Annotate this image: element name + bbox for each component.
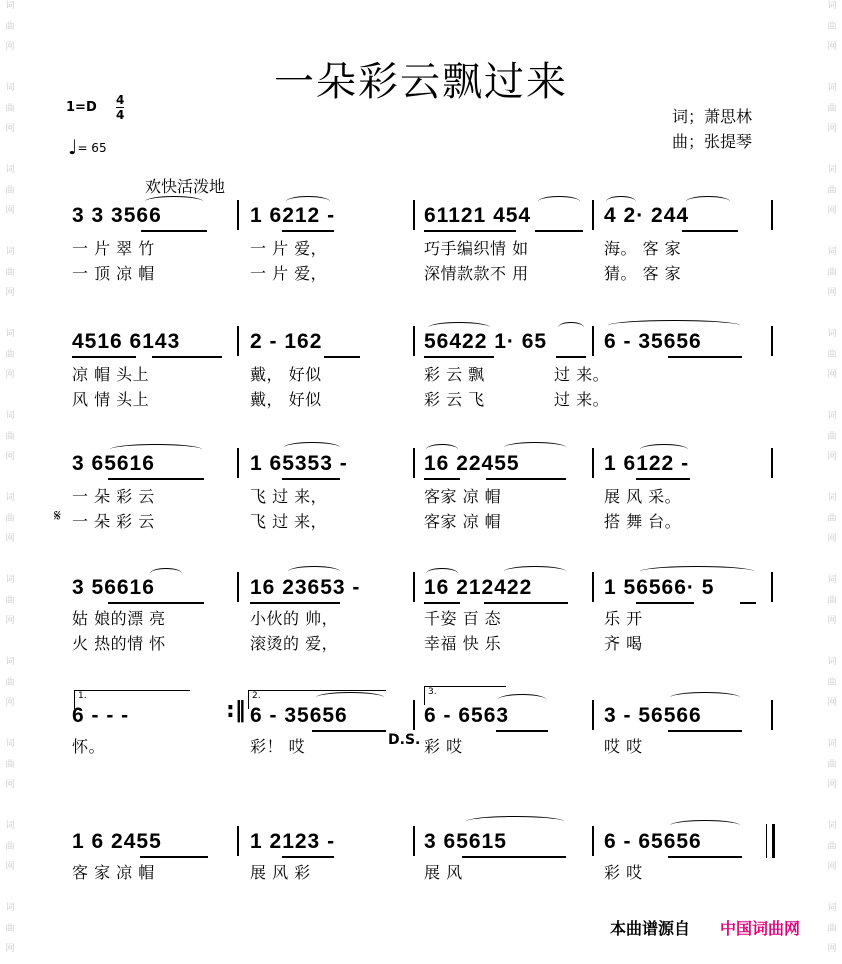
lyric-verse-1: 彩！ 哎 — [250, 737, 306, 756]
lyric-verse-2: 风 情 头上 — [72, 390, 150, 409]
lyric-verse-2: 深情款款不 用 — [424, 264, 529, 283]
beam — [108, 478, 204, 480]
slur — [538, 196, 580, 207]
measure: 1 6212 - — [250, 204, 336, 227]
repeat-end-icon: :‖ — [226, 698, 246, 723]
measure: 3 65616 — [72, 452, 155, 475]
lyric-verse-1: 千姿 百 态 — [424, 609, 502, 628]
lyric-verse-2: 飞 过 来， — [250, 512, 328, 531]
bar-line — [413, 826, 415, 856]
beam — [282, 230, 334, 232]
lyric-verse-1: 客 家 凉 帽 — [72, 863, 155, 882]
slur — [606, 196, 636, 207]
lyric-verse-2: 一 顶 凉 帽 — [72, 264, 155, 283]
bar-line — [592, 700, 594, 730]
measure: 1 6 2455 — [72, 830, 162, 853]
measure: 6 - 35656 — [604, 330, 702, 353]
beam — [140, 856, 208, 858]
lyric-verse-1: 哎 哎 — [604, 737, 643, 756]
bar-line — [413, 700, 415, 730]
measure: 16 23653 - — [250, 576, 361, 599]
beam — [668, 356, 742, 358]
slur — [426, 568, 458, 579]
beam — [108, 602, 204, 604]
bar-line — [592, 448, 594, 478]
beam — [668, 730, 742, 732]
beam — [152, 356, 222, 358]
slur — [288, 566, 340, 577]
measure: 56422 1· 65 — [424, 330, 548, 353]
measure: 1 6122 - — [604, 452, 690, 475]
lyric-verse-2: 搭 舞 台。 — [604, 512, 682, 531]
lyricist-credit: 词；萧思林 — [672, 107, 753, 126]
tempo-mark — [68, 135, 107, 159]
beam — [636, 602, 694, 604]
beam — [424, 602, 460, 604]
lyric-verse-2: 滚烫的 爱， — [250, 634, 339, 653]
measure: 3 56616 — [72, 576, 155, 599]
lyric-verse-1: 彩 哎 — [604, 863, 643, 882]
bar-line — [771, 326, 773, 356]
beam — [282, 856, 334, 858]
bar-line — [237, 448, 239, 478]
measure: 16 212422 — [424, 576, 533, 599]
lyric-verse-1: 怀。 — [72, 737, 106, 756]
beam — [312, 730, 386, 732]
measure: 3 - 56566 — [604, 704, 702, 727]
slur — [640, 566, 754, 577]
beam — [740, 602, 756, 604]
lyric-verse-1: 姑 娘的漂 亮 — [72, 609, 166, 628]
bar-line — [592, 326, 594, 356]
slur — [504, 566, 566, 577]
segno-icon: 𝄋 — [54, 506, 61, 525]
time-signature — [116, 93, 124, 122]
dal-segno-mark: D.S. — [388, 732, 421, 748]
measure: 16 22455 — [424, 452, 520, 475]
bar-line — [771, 700, 773, 730]
bar-line — [413, 448, 415, 478]
slur — [316, 692, 384, 703]
lyric-verse-2: 火 热的情 怀 — [72, 634, 166, 653]
lyric-verse-1: 飞 过 来， — [250, 487, 328, 506]
site-link[interactable]: 中国词曲网 — [720, 919, 801, 938]
slur — [284, 442, 340, 453]
beam — [496, 730, 548, 732]
lyric-verse-1: 戴， 好似 — [250, 365, 322, 384]
lyric-verse-2: 齐 喝 — [604, 634, 643, 653]
bar-line — [771, 200, 773, 230]
slur — [426, 444, 458, 455]
measure: 6 - 35656 — [250, 704, 348, 727]
song-title: 一朵彩云飘过来 — [274, 59, 568, 105]
beam — [324, 356, 360, 358]
bar-line — [413, 326, 415, 356]
measure: 1 2123 - — [250, 830, 336, 853]
measure: 6 - 65656 — [604, 830, 702, 853]
slur — [558, 322, 584, 333]
beam — [682, 230, 738, 232]
lyric-verse-1: 一 片 翠 竹 — [72, 239, 155, 258]
beam — [424, 230, 516, 232]
bar-line — [413, 572, 415, 602]
beam — [556, 356, 586, 358]
volta-bracket: 1. — [74, 690, 190, 709]
lyric-verse-2: 彩 云 飞 — [424, 390, 485, 409]
expression-mark: 欢快活泼地 — [145, 177, 226, 196]
lyric-verse-1: 一 朵 彩 云 — [72, 487, 155, 506]
lyric-verse-1: 展 风 — [424, 863, 463, 882]
slur — [498, 694, 546, 705]
measure: 6 - 6563 — [424, 704, 510, 727]
lyric-verse-1: 小伙的 帅， — [250, 609, 339, 628]
time-signature-top: 4 — [116, 93, 125, 107]
beam — [462, 856, 566, 858]
slur — [640, 444, 688, 455]
measure: 6 - - - — [72, 704, 130, 727]
lyric-verse-2: 一 片 爱， — [250, 264, 328, 283]
bar-line — [771, 448, 773, 478]
beam — [72, 356, 136, 358]
lyric-verse-2: 过 来。 — [554, 390, 610, 409]
bar-line — [592, 826, 594, 856]
lyric-verse-2: 戴， 好似 — [250, 390, 322, 409]
lyric-verse-1: 凉 帽 头上 — [72, 365, 150, 384]
beam — [484, 602, 568, 604]
beam — [141, 230, 207, 232]
bar-line — [237, 826, 239, 856]
measure: 4516 6143 — [72, 330, 181, 353]
measure: 3 3 3566 — [72, 204, 162, 227]
measure: 3 65615 — [424, 830, 507, 853]
lyric-verse-1: 过 来。 — [554, 365, 610, 384]
source-label: 本曲谱源自 — [610, 919, 691, 938]
slur — [150, 568, 182, 579]
slur — [670, 820, 740, 831]
measure: 61121 454 — [424, 204, 532, 227]
lyric-verse-1: 展 风 采。 — [604, 487, 682, 506]
beam — [486, 478, 566, 480]
beam — [535, 230, 583, 232]
lyric-verse-1: 彩 云 飘 — [424, 365, 485, 384]
measure: 2 - 162 — [250, 330, 323, 353]
lyric-verse-1: 海。 客 家 — [604, 239, 682, 258]
lyric-verse-2: 幸福 快 乐 — [424, 634, 502, 653]
lyric-verse-1: 客家 凉 帽 — [424, 487, 502, 506]
slur — [670, 692, 740, 703]
lyric-verse-1: 展 风 彩 — [250, 863, 311, 882]
measure: 1 56566· 5 — [604, 576, 715, 599]
lyric-verse-1: 一 片 爱， — [250, 239, 328, 258]
composer-credit: 曲；张提琴 — [672, 132, 753, 151]
time-signature-bottom: 4 — [116, 108, 125, 122]
bar-line — [592, 200, 594, 230]
slur — [286, 196, 330, 207]
bar-line — [413, 200, 415, 230]
slur — [466, 816, 564, 827]
watermark-right: 词 曲 网 词 曲 网 词 曲 网 词 曲 网 词 曲 网 词 曲 网 词 曲 网 词 曲 网 词 曲 网 词 曲 网 词 曲 网 词 曲 网 — [827, 1, 837, 954]
measure: 1 65353 - — [250, 452, 348, 475]
lyric-verse-1: 乐 开 — [604, 609, 643, 628]
volta-bracket: 2. — [248, 690, 386, 709]
beam — [636, 478, 690, 480]
lyric-verse-2: 一 朵 彩 云 — [72, 512, 155, 531]
volta-bracket: 3. — [424, 686, 506, 705]
bar-line — [237, 326, 239, 356]
lyric-verse-2: 客家 凉 帽 — [424, 512, 502, 531]
lyric-verse-1: 巧手编织情 如 — [424, 239, 529, 258]
beam — [424, 478, 460, 480]
slur — [504, 442, 566, 453]
slur — [686, 196, 730, 207]
slur — [608, 320, 740, 331]
measure: 4 2· 244 — [604, 204, 690, 227]
beam — [282, 478, 340, 480]
beam — [668, 856, 742, 858]
key-signature: 1=D — [66, 100, 97, 115]
bar-line — [771, 572, 773, 602]
beam — [424, 356, 494, 358]
bar-line — [592, 572, 594, 602]
slur — [428, 322, 490, 333]
lyric-verse-1: 彩 哎 — [424, 737, 463, 756]
final-bar-line — [766, 824, 775, 858]
slur — [145, 196, 203, 207]
tempo-value: = 65 — [77, 141, 107, 155]
bar-line — [237, 572, 239, 602]
watermark-left: 词 曲 网 词 曲 网 词 曲 网 词 曲 网 词 曲 网 词 曲 网 词 曲 网 词 曲 网 词 曲 网 词 曲 网 词 曲 网 词 曲 网 — [5, 1, 15, 954]
quarter-note-icon: ♩ — [68, 135, 78, 159]
beam — [250, 602, 340, 604]
lyric-verse-2: 猜。 客 家 — [604, 264, 682, 283]
slur — [110, 444, 202, 455]
bar-line — [237, 200, 239, 230]
